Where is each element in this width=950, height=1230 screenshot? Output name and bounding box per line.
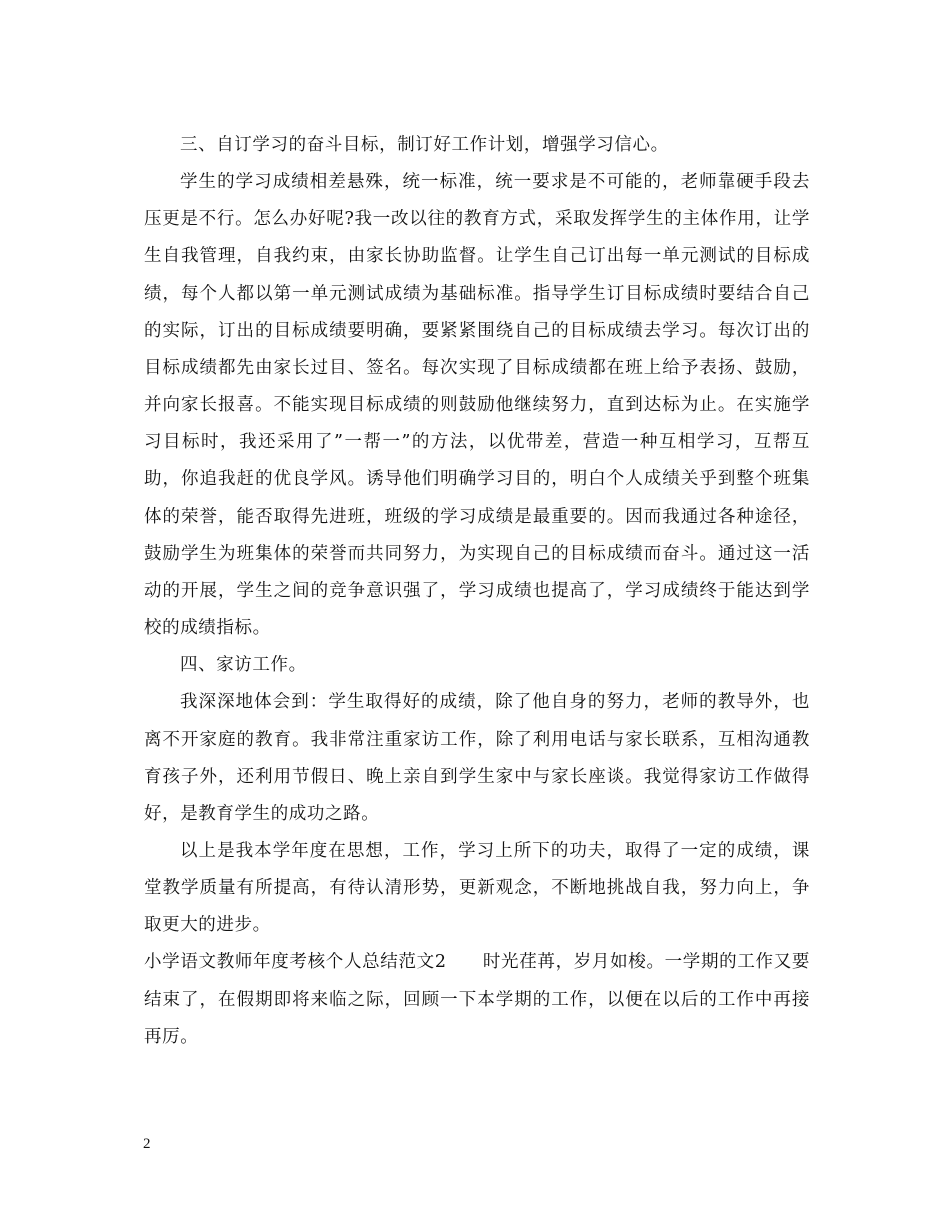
page-number: 2 [143,1136,151,1152]
paragraph-conclusion: 以上是我本学年度在思想，工作，学习上所下的功夫，取得了一定的成绩，课堂教学质量有所提高，有待认清形势，更新观念，不断地挑战自我，努力向上，争取更大的进步。 [144,840,810,936]
next-article-body: 时光荏苒，岁月如梭。一学期的工作又要结束了，在假期即将来临之际，回顾一下本学期的工作，以便在以后的工作中再接再厉。 [144,952,810,1047]
section-heading-3: 三、自订学习的奋斗目标，制订好工作计划，增强学习信心。 [180,135,669,155]
document-body [144,127,810,1056]
next-article-title: 小学语文教师年度考核个人总结范文2 [144,952,447,973]
next-article [144,944,810,1055]
paragraph-home-visits: 我深深地体会到：学生取得好的成绩，除了他自身的努力，老师的教导外，也离不开家庭的教育。我非常注重家访工作，除了利用电话与家长联系，互相沟通教育孩子外，还利用节假日、晚上亲自到学生家中与家长座谈。我觉得家访工作做得好，是教育学生的成功之路。 [144,692,810,824]
section-heading-4: 四、家访工作。 [180,655,307,676]
paragraph-learning-goals: 学生的学习成绩相差悬殊，统一标准，统一要求是不可能的，老师靠硬手段去压更是不行。怎么办好呢?我一改以往的教育方式，采取发挥学生的主体作用，让学生自我管理，自我约束，由家长协助监督。让学生自己订出每一单元测试的目标成绩，每个人都以第一单元测试成绩为基础标准。指导学生订目标成绩时要结合自己的实际，订出的目标成绩要明确，要紧紧围绕自己的目标成绩去学习。每次订出的目标成绩都先由家长过目、签名。每次实现了目标成绩都在班上给予表扬、鼓励，并向家长报喜。不能实现目标成绩的则鼓励他继续努力，直到达标为止。在实施学习目标时，我还采用了”一帮一”的方法，以优带差，营造一种互相学习，互帮互助，你追我赶的优良学风。诱导他们明确学习目的，明白个人成绩关乎到整个班集体的荣誉，能否取得先进班，班级的学习成绩是最重要的。因而我通过各种途径，鼓励学生为班集体的荣誉而共同努力，为实现自己的目标成绩而奋斗。通过这一活动的开展，学生之间的竞争意识强了，学习成绩也提高了，学习成绩终于能达到学校的成绩指标。 [144,172,810,639]
title-gap [447,952,483,972]
